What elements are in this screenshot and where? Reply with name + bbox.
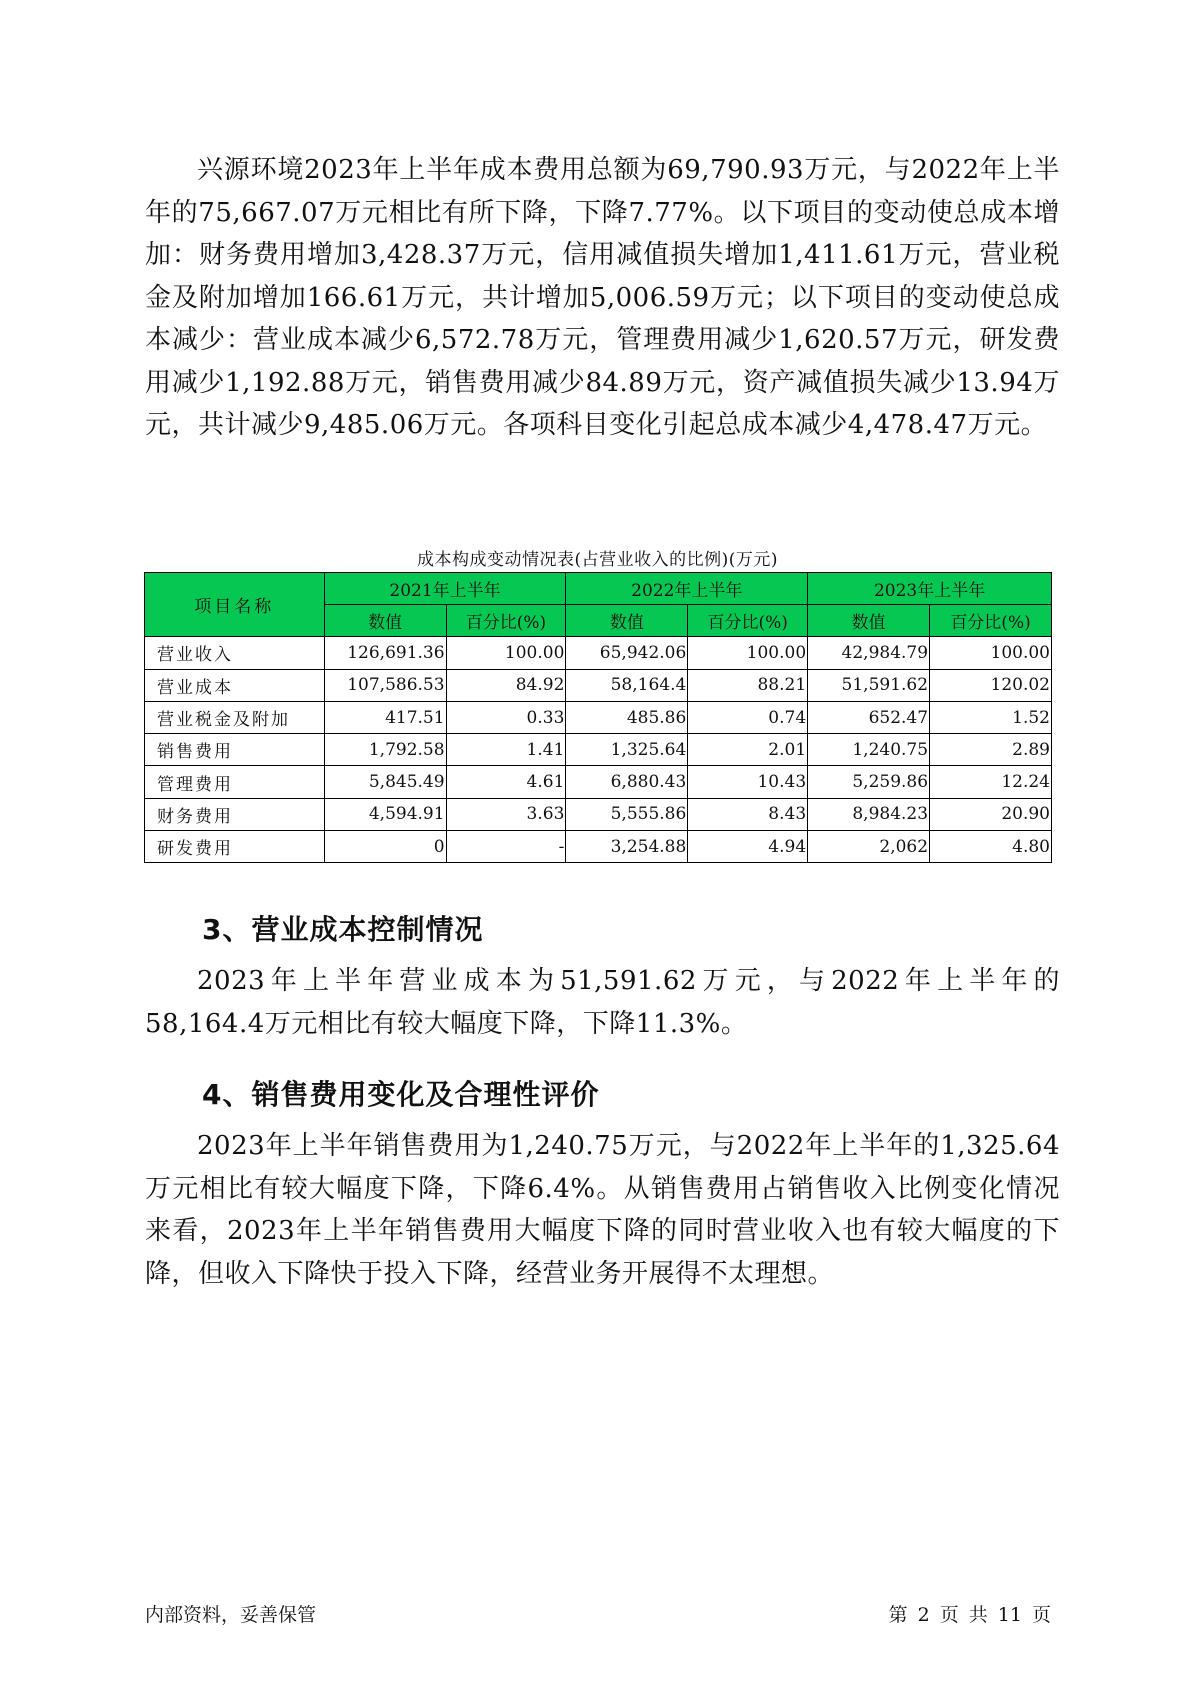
table-cell-value: 0 — [324, 831, 446, 863]
table-cell-percent: 8.43 — [688, 798, 808, 830]
table-row — [145, 831, 1052, 863]
table-header-period: 2022年上半年 — [566, 573, 808, 605]
table-cell-percent: 4.80 — [930, 831, 1052, 863]
table-cell-item-name: 管理费用 — [145, 766, 325, 798]
table-cell-item-name: 财务费用 — [145, 798, 325, 830]
table-cell-value: 4,594.91 — [324, 798, 446, 830]
table-cell-percent: 2.01 — [688, 734, 808, 766]
table-cell-percent: 100.00 — [446, 637, 566, 669]
table-cell-value: 42,984.79 — [808, 637, 930, 669]
table-cell-value: 126,691.36 — [324, 637, 446, 669]
table-cell-item-name: 销售费用 — [145, 734, 325, 766]
table-cell-percent: 3.63 — [446, 798, 566, 830]
table-cell-percent: 4.94 — [688, 831, 808, 863]
table-cell-percent: 20.90 — [930, 798, 1052, 830]
table-body — [145, 637, 1052, 863]
table-subheader-percent: 百分比(%) — [688, 605, 808, 637]
table-cell-percent: 84.92 — [446, 669, 566, 701]
table-subheader-value: 数值 — [808, 605, 930, 637]
table-caption: 成本构成变动情况表(占营业收入的比例)(万元) — [416, 550, 779, 570]
table-subheader-percent: 百分比(%) — [930, 605, 1052, 637]
footer-page-number: 第 2 页 共 11 页 — [888, 1604, 1051, 1626]
table-row — [145, 734, 1052, 766]
table-header-period: 2023年上半年 — [808, 573, 1052, 605]
paragraph-total-cost: 兴源环境2023年上半年成本费用总额为69,790.93万元，与2022年上半年的75,667.07万元相比有所下降，下降7.77%。以下项目的变动使总成本增加：财务费用增加3,428.37万元，信用减值损失增加1,411.61万元，营业税金及附加增加166.61万元，共计增加5,006.59万元；以下项目的变动使总成本减少：营业成本减少6,572.78万元，管理费用减少1,620.57万元，研发费用减少1,192.88万元，销售费用减少84.89万元，资产减值损失减少13.94万元，共计减少9,485.06万元。各项科目变化引起总成本减少4,478.47万元。 — [145, 155, 1060, 440]
table-header-period: 2021年上半年 — [324, 573, 566, 605]
table-cell-item-name: 营业税金及附加 — [145, 701, 325, 733]
table-cell-value: 51,591.62 — [808, 669, 930, 701]
footer-confidential-note: 内部资料，妥善保管 — [145, 1604, 317, 1626]
table-cell-value: 6,880.43 — [566, 766, 688, 798]
table-row — [145, 701, 1052, 733]
table-cell-value: 3,254.88 — [566, 831, 688, 863]
table-cell-percent: 88.21 — [688, 669, 808, 701]
table-cell-percent: 4.61 — [446, 766, 566, 798]
table-row — [145, 637, 1052, 669]
table-row — [145, 798, 1052, 830]
table-cell-item-name: 营业成本 — [145, 669, 325, 701]
table-cell-value: 652.47 — [808, 701, 930, 733]
section-heading-operating-cost: 3、营业成本控制情况 — [202, 913, 484, 946]
table-cell-value: 5,555.86 — [566, 798, 688, 830]
table-cell-value: 107,586.53 — [324, 669, 446, 701]
table-header-name: 项目名称 — [145, 573, 325, 637]
table-cell-percent: 120.02 — [930, 669, 1052, 701]
table-row — [145, 766, 1052, 798]
table-subheader-percent: 百分比(%) — [446, 605, 566, 637]
table-cell-value: 417.51 — [324, 701, 446, 733]
table-cell-value: 8,984.23 — [808, 798, 930, 830]
table-cell-percent: 100.00 — [688, 637, 808, 669]
paragraph-operating-cost: 2023年上半年营业成本为51,591.62万元，与2022年上半年的58,164.4万元相比有较大幅度下降，下降11.3%。 — [145, 966, 1060, 1039]
table-cell-percent: - — [446, 831, 566, 863]
table-subheader-value: 数值 — [566, 605, 688, 637]
table-cell-value: 5,259.86 — [808, 766, 930, 798]
table-cell-percent: 0.33 — [446, 701, 566, 733]
table-cell-value: 2,062 — [808, 831, 930, 863]
table-cell-value: 1,792.58 — [324, 734, 446, 766]
cost-structure-table — [144, 572, 1052, 863]
table-cell-percent: 12.24 — [930, 766, 1052, 798]
table-cell-value: 485.86 — [566, 701, 688, 733]
section-heading-sales-expense: 4、销售费用变化及合理性评价 — [202, 1078, 600, 1111]
table-row — [145, 669, 1052, 701]
table-cell-percent: 1.41 — [446, 734, 566, 766]
table-cell-percent: 1.52 — [930, 701, 1052, 733]
paragraph-sales-expense: 2023年上半年销售费用为1,240.75万元，与2022年上半年的1,325.64万元相比有较大幅度下降，下降6.4%。从销售费用占销售收入比例变化情况来看，2023年上半年销售费用大幅度下降的同时营业收入也有较大幅度的下降，但收入下降快于投入下降，经营业务开展得不太理想。 — [145, 1131, 1060, 1289]
table-subheader-value: 数值 — [324, 605, 446, 637]
table-cell-percent: 2.89 — [930, 734, 1052, 766]
table-cell-value: 1,325.64 — [566, 734, 688, 766]
table-cell-percent: 100.00 — [930, 637, 1052, 669]
table-cell-item-name: 营业收入 — [145, 637, 325, 669]
table-cell-item-name: 研发费用 — [145, 831, 325, 863]
table-cell-value: 58,164.4 — [566, 669, 688, 701]
table-cell-percent: 10.43 — [688, 766, 808, 798]
table-cell-value: 65,942.06 — [566, 637, 688, 669]
table-cell-percent: 0.74 — [688, 701, 808, 733]
table-cell-value: 1,240.75 — [808, 734, 930, 766]
table-cell-value: 5,845.49 — [324, 766, 446, 798]
